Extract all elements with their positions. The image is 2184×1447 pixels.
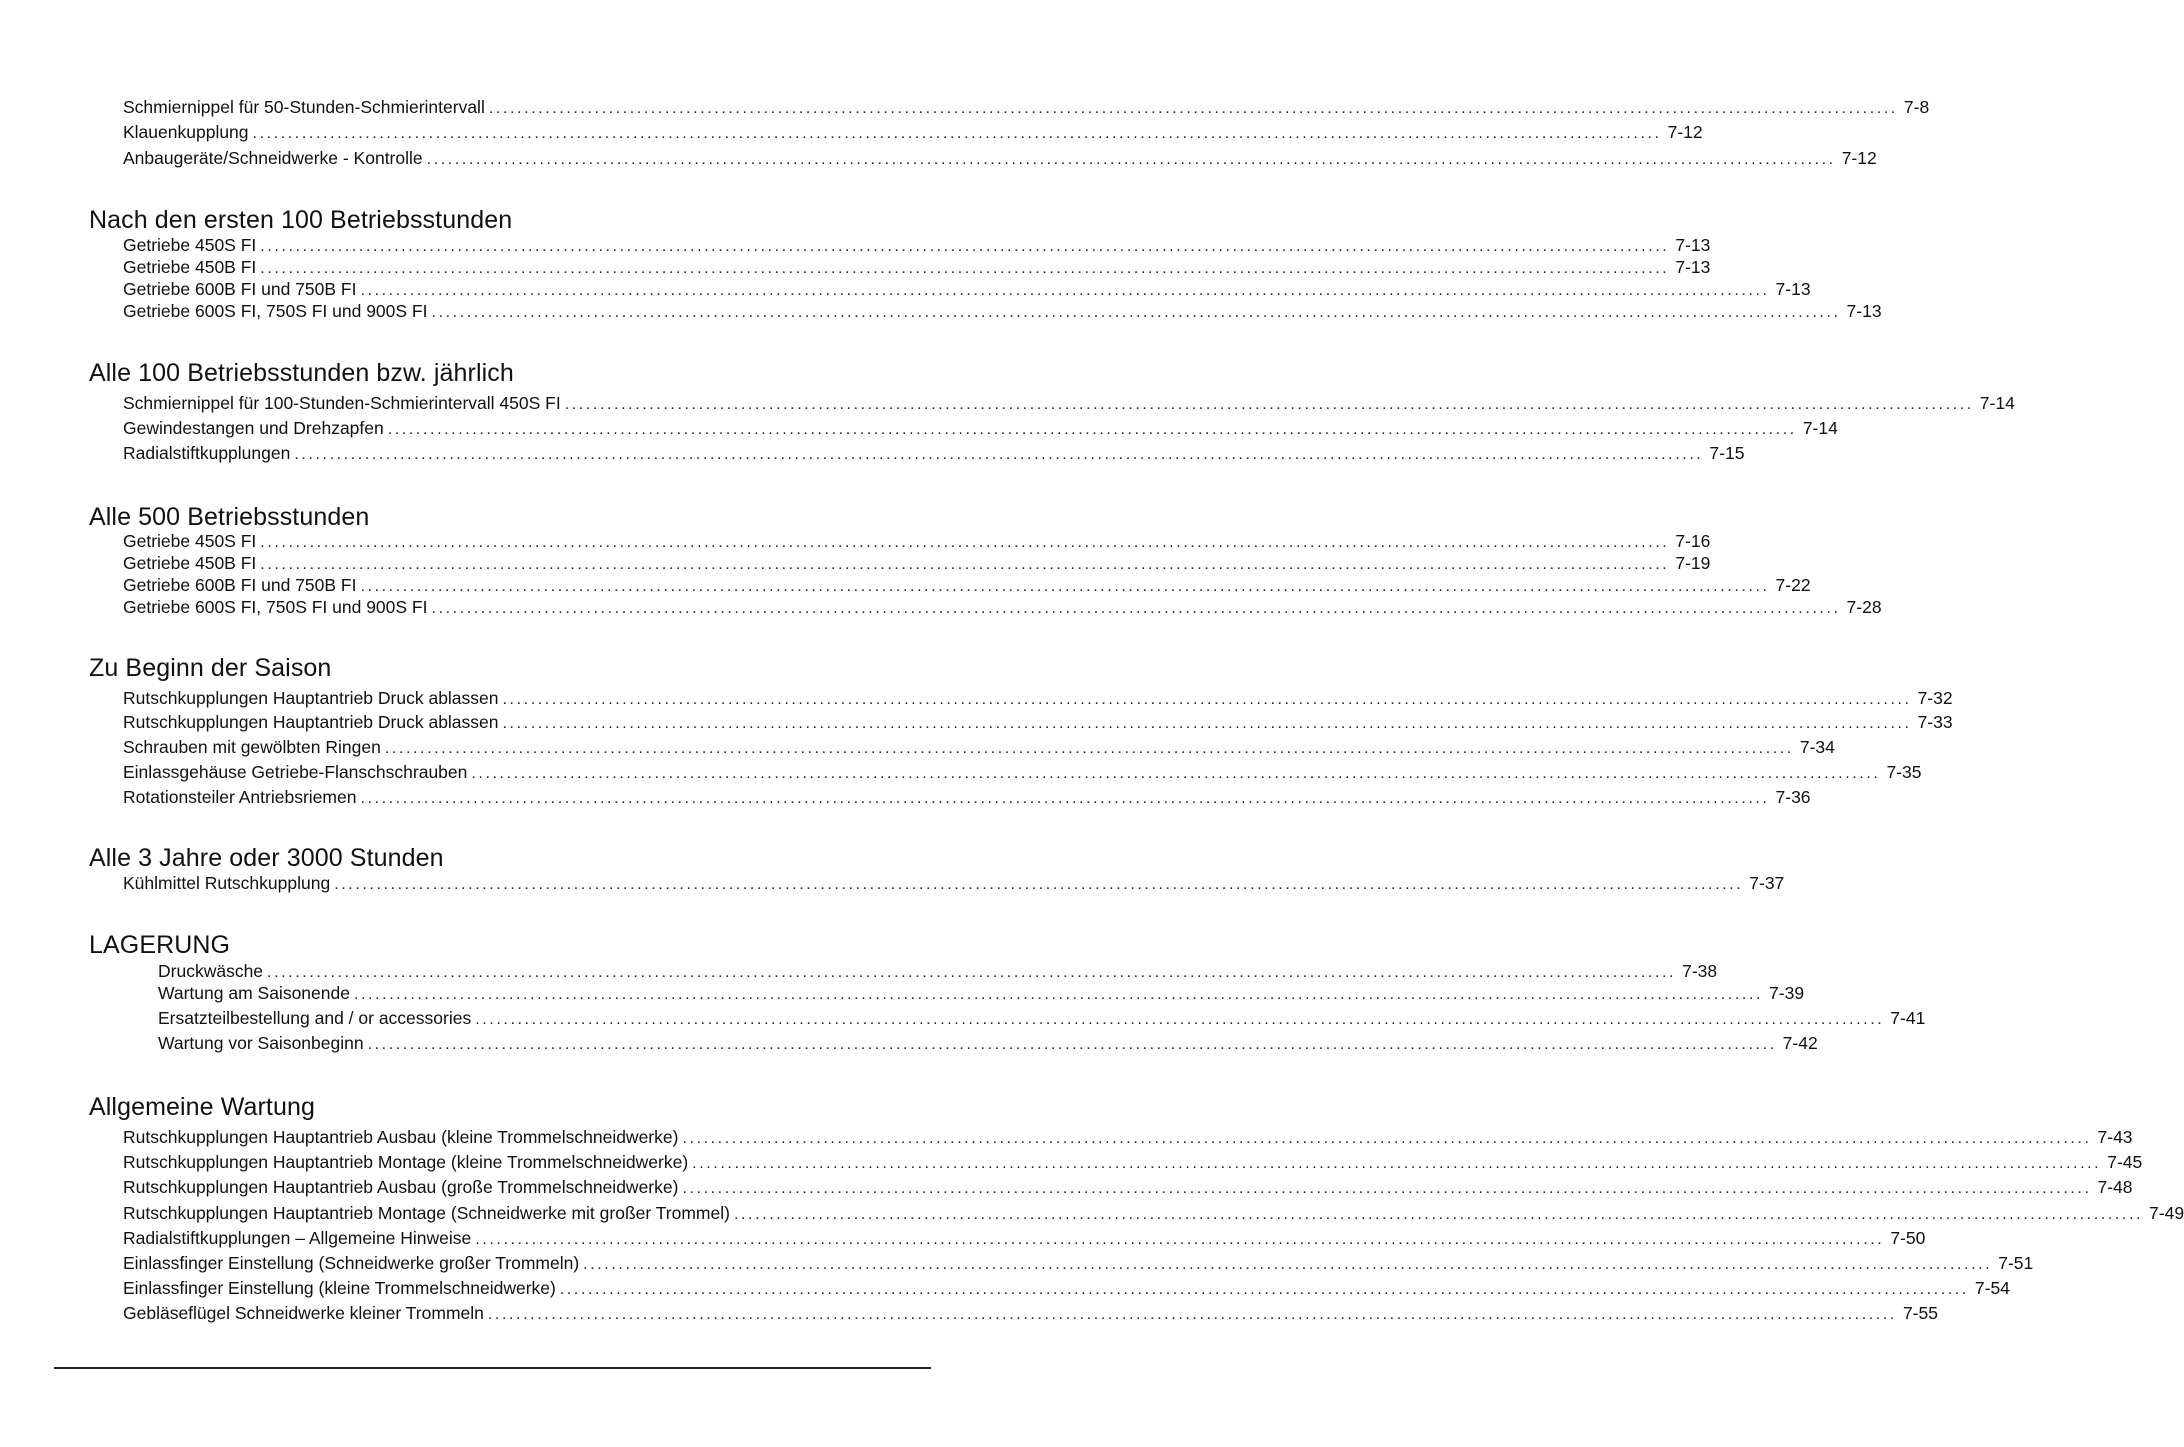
dot-leader: ........................................................................................................................................................................................................ [267, 964, 1677, 981]
toc-entry-label: Rutschkupplungen Hauptantrieb Ausbau (große Trommelschneidwerke) [123, 1177, 679, 1197]
section-heading-alle-100-betriebsstunden-bzw-j-hrlich: Alle 100 Betriebsstunden bzw. jährlich [89, 359, 514, 387]
toc-entry-page-number: 7-12 [1667, 122, 1703, 142]
dot-leader: ........................................................................................................................................................................................................ [360, 790, 1770, 807]
toc-entry[interactable] [158, 1007, 1926, 1029]
toc-entry-label: Getriebe 450B FI [123, 257, 257, 277]
toc-entry[interactable] [123, 574, 1811, 596]
toc-entry-page-number: 7-19 [1675, 553, 1711, 573]
toc-entry-label: Rutschkupplungen Hauptantrieb Ausbau (kleine Trommelschneidwerke) [123, 1127, 679, 1147]
toc-entry-page-number: 7-36 [1775, 787, 1811, 807]
toc-entry-page-number: 7-34 [1799, 737, 1835, 757]
dot-leader: ........................................................................................................................................................................................................ [682, 1180, 2092, 1197]
section-heading-lagerung: LAGERUNG [89, 931, 231, 959]
toc-entry[interactable] [123, 530, 1711, 552]
toc-entry[interactable] [123, 552, 1711, 574]
dot-leader: ........................................................................................................................................................................................................ [475, 1011, 1885, 1028]
toc-entry[interactable] [123, 872, 1785, 894]
dot-leader: ........................................................................................................................................................................................................ [384, 740, 1794, 757]
toc-entry-page-number: 7-15 [1709, 443, 1745, 463]
toc-entry-page-number: 7-28 [1846, 597, 1882, 617]
toc-entry-page-number: 7-22 [1775, 575, 1811, 595]
dot-leader: ........................................................................................................................................................................................................ [583, 1256, 1993, 1273]
toc-entry-label: Kühlmittel Rutschkupplung [123, 873, 331, 893]
toc-entry-label: Getriebe 600S FI, 750S FI und 900S FI [123, 597, 428, 617]
toc-entry[interactable] [123, 596, 1882, 618]
toc-entry[interactable] [123, 234, 1711, 256]
dot-leader: ........................................................................................................................................................................................................ [426, 151, 1836, 168]
toc-entry[interactable] [123, 278, 1811, 300]
dot-leader: ........................................................................................................................................................................................................ [294, 446, 1704, 463]
toc-entry[interactable] [123, 786, 1811, 808]
toc-entry[interactable] [123, 1126, 2133, 1148]
dot-leader: ........................................................................................................................................................................................................ [260, 238, 1670, 255]
dot-leader: ........................................................................................................................................................................................................ [475, 1231, 1885, 1248]
toc-entry-label: Wartung am Saisonende [158, 983, 350, 1003]
toc-entry-label: Getriebe 600B FI und 750B FI [123, 279, 357, 299]
toc-entry[interactable] [123, 736, 1835, 758]
toc-entry[interactable] [123, 147, 1877, 169]
dot-leader: ........................................................................................................................................................................................................ [682, 1130, 2092, 1147]
dot-leader: ........................................................................................................................................................................................................ [502, 691, 1912, 708]
toc-entry-label: Getriebe 600S FI, 750S FI und 900S FI [123, 301, 428, 321]
dot-leader: ........................................................................................................................................................................................................ [367, 1036, 1777, 1053]
toc-entry-page-number: 7-42 [1782, 1033, 1818, 1053]
toc-entry-page-number: 7-14 [1979, 393, 2015, 413]
toc-entry-page-number: 7-16 [1675, 531, 1711, 551]
toc-entry-label: Wartung vor Saisonbeginn [158, 1033, 364, 1053]
dot-leader: ........................................................................................................................................................................................................ [334, 876, 1744, 893]
toc-entry[interactable] [123, 256, 1711, 278]
section-heading-nach-den-ersten-100-betriebsstunden: Nach den ersten 100 Betriebsstunden [89, 206, 513, 234]
toc-entry[interactable] [123, 711, 1953, 733]
dot-leader: ........................................................................................................................................................................................................ [260, 534, 1670, 551]
toc-entry-page-number: 7-13 [1775, 279, 1811, 299]
toc-entry-page-number: 7-8 [1903, 97, 1930, 117]
dot-leader: ........................................................................................................................................................................................................ [559, 1281, 1969, 1298]
dot-leader: ........................................................................................................................................................................................................ [252, 125, 1662, 142]
toc-entry-page-number: 7-13 [1846, 301, 1882, 321]
toc-entry-page-number: 7-14 [1802, 418, 1838, 438]
toc-entry-label: Schmiernippel für 50-Stunden-Schmierintervall [123, 97, 485, 117]
section-heading-alle-500-betriebsstunden: Alle 500 Betriebsstunden [89, 503, 370, 531]
dot-leader: ........................................................................................................................................................................................................ [360, 282, 1770, 299]
toc-entry[interactable] [123, 1202, 2184, 1224]
dot-leader: ........................................................................................................................................................................................................ [360, 578, 1770, 595]
toc-entry[interactable] [123, 1227, 1926, 1249]
dot-leader: ........................................................................................................................................................................................................ [387, 421, 1797, 438]
toc-entry-page-number: 7-32 [1917, 688, 1953, 708]
dot-leader: ........................................................................................................................................................................................................ [260, 260, 1670, 277]
toc-entry[interactable] [123, 1252, 2034, 1274]
toc-entry-label: Radialstiftkupplungen – Allgemeine Hinweise [123, 1228, 472, 1248]
toc-entry-page-number: 7-35 [1886, 762, 1922, 782]
toc-entry-label: Rutschkupplungen Hauptantrieb Montage (Schneidwerke mit großer Trommel) [123, 1203, 730, 1223]
toc-entry-label: Anbaugeräte/Schneidwerke - Kontrolle [123, 148, 423, 168]
toc-entry-label: Druckwäsche [158, 961, 264, 981]
dot-leader: ........................................................................................................................................................................................................ [692, 1155, 2102, 1172]
dot-leader: ........................................................................................................................................................................................................ [353, 986, 1764, 1003]
dot-leader: ........................................................................................................................................................................................................ [733, 1206, 2144, 1223]
toc-entry[interactable] [123, 1151, 2143, 1173]
toc-entry-label: Radialstiftkupplungen [123, 443, 291, 463]
toc-entry-label: Rutschkupplungen Hauptantrieb Montage (kleine Trommelschneidwerke) [123, 1152, 689, 1172]
toc-entry-label: Gebläseflügel Schneidwerke kleiner Trommeln [123, 1303, 484, 1323]
toc-entry-page-number: 7-54 [1974, 1278, 2010, 1298]
toc-entry-label: Rutschkupplungen Hauptantrieb Druck ablassen [123, 712, 499, 732]
toc-entry[interactable] [123, 1277, 2010, 1299]
section-heading-alle-3-jahre-oder-3000-stunden: Alle 3 Jahre oder 3000 Stunden [89, 844, 444, 872]
toc-entry[interactable] [123, 392, 2015, 414]
toc-entry[interactable] [123, 442, 1745, 464]
toc-entry-label: Einlassgehäuse Getriebe-Flanschschrauben [123, 762, 468, 782]
toc-entry-page-number: 7-55 [1902, 1303, 1938, 1323]
toc-entry-page-number: 7-37 [1749, 873, 1785, 893]
toc-entry[interactable] [123, 687, 1953, 709]
bottom-rule [54, 1367, 931, 1369]
toc-entry-label: Ersatzteilbestellung and / or accessories [158, 1008, 472, 1028]
toc-entry-label: Getriebe 450B FI [123, 553, 257, 573]
toc-entry-page-number: 7-45 [2107, 1152, 2143, 1172]
dot-leader: ........................................................................................................................................................................................................ [431, 304, 1841, 321]
toc-entry-label: Getriebe 450S FI [123, 531, 257, 551]
toc-entry-label: Getriebe 450S FI [123, 235, 257, 255]
toc-entry-page-number: 7-51 [1998, 1253, 2034, 1273]
dot-leader: ........................................................................................................................................................................................................ [502, 715, 1912, 732]
toc-entry-label: Einlassfinger Einstellung (Schneidwerke großer Trommeln) [123, 1253, 580, 1273]
toc-entry[interactable] [123, 121, 1703, 143]
toc-entry-label: Gewindestangen und Drehzapfen [123, 418, 384, 438]
dot-leader: ........................................................................................................................................................................................................ [471, 765, 1881, 782]
toc-entry-page-number: 7-38 [1682, 961, 1718, 981]
toc-entry-label: Schrauben mit gewölbten Ringen [123, 737, 381, 757]
toc-entry-page-number: 7-13 [1675, 235, 1711, 255]
toc-entry[interactable] [123, 417, 1838, 439]
toc-entry-label: Getriebe 600B FI und 750B FI [123, 575, 357, 595]
toc-entry-page-number: 7-33 [1917, 712, 1953, 732]
toc-entry-page-number: 7-43 [2097, 1127, 2133, 1147]
dot-leader: ........................................................................................................................................................................................................ [488, 100, 1898, 117]
toc-entry-page-number: 7-50 [1890, 1228, 1926, 1248]
dot-leader: ........................................................................................................................................................................................................ [487, 1306, 1897, 1323]
toc-entry-page-number: 7-13 [1675, 257, 1711, 277]
toc-entry[interactable] [123, 761, 1922, 783]
toc-entry-page-number: 7-39 [1769, 983, 1805, 1003]
toc-entry[interactable] [123, 1176, 2133, 1198]
toc-entry-page-number: 7-41 [1890, 1008, 1926, 1028]
toc-entry-label: Schmiernippel für 100-Stunden-Schmierintervall 450S FI [123, 393, 561, 413]
toc-entry[interactable] [123, 1302, 1938, 1324]
section-heading-allgemeine-wartung: Allgemeine Wartung [89, 1093, 315, 1121]
toc-entry-label: Rotationsteiler Antriebsriemen [123, 787, 357, 807]
dot-leader: ........................................................................................................................................................................................................ [431, 600, 1841, 617]
toc-entry-label: Klauenkupplung [123, 122, 249, 142]
toc-entry[interactable] [158, 982, 1805, 1004]
toc-entry-label: Einlassfinger Einstellung (kleine Trommelschneidwerke) [123, 1278, 556, 1298]
dot-leader: ........................................................................................................................................................................................................ [564, 396, 1974, 413]
section-heading-zu-beginn-der-saison: Zu Beginn der Saison [89, 654, 332, 682]
toc-entry-label: Rutschkupplungen Hauptantrieb Druck ablassen [123, 688, 499, 708]
toc-entry[interactable] [123, 300, 1882, 322]
toc-entry-page-number: 7-49 [2149, 1203, 2184, 1223]
toc-entry-page-number: 7-12 [1841, 148, 1877, 168]
toc-entry-page-number: 7-48 [2097, 1177, 2133, 1197]
toc-entry[interactable] [158, 960, 1718, 982]
toc-entry[interactable] [123, 96, 1930, 118]
toc-entry[interactable] [158, 1032, 1818, 1054]
dot-leader: ........................................................................................................................................................................................................ [260, 556, 1670, 573]
